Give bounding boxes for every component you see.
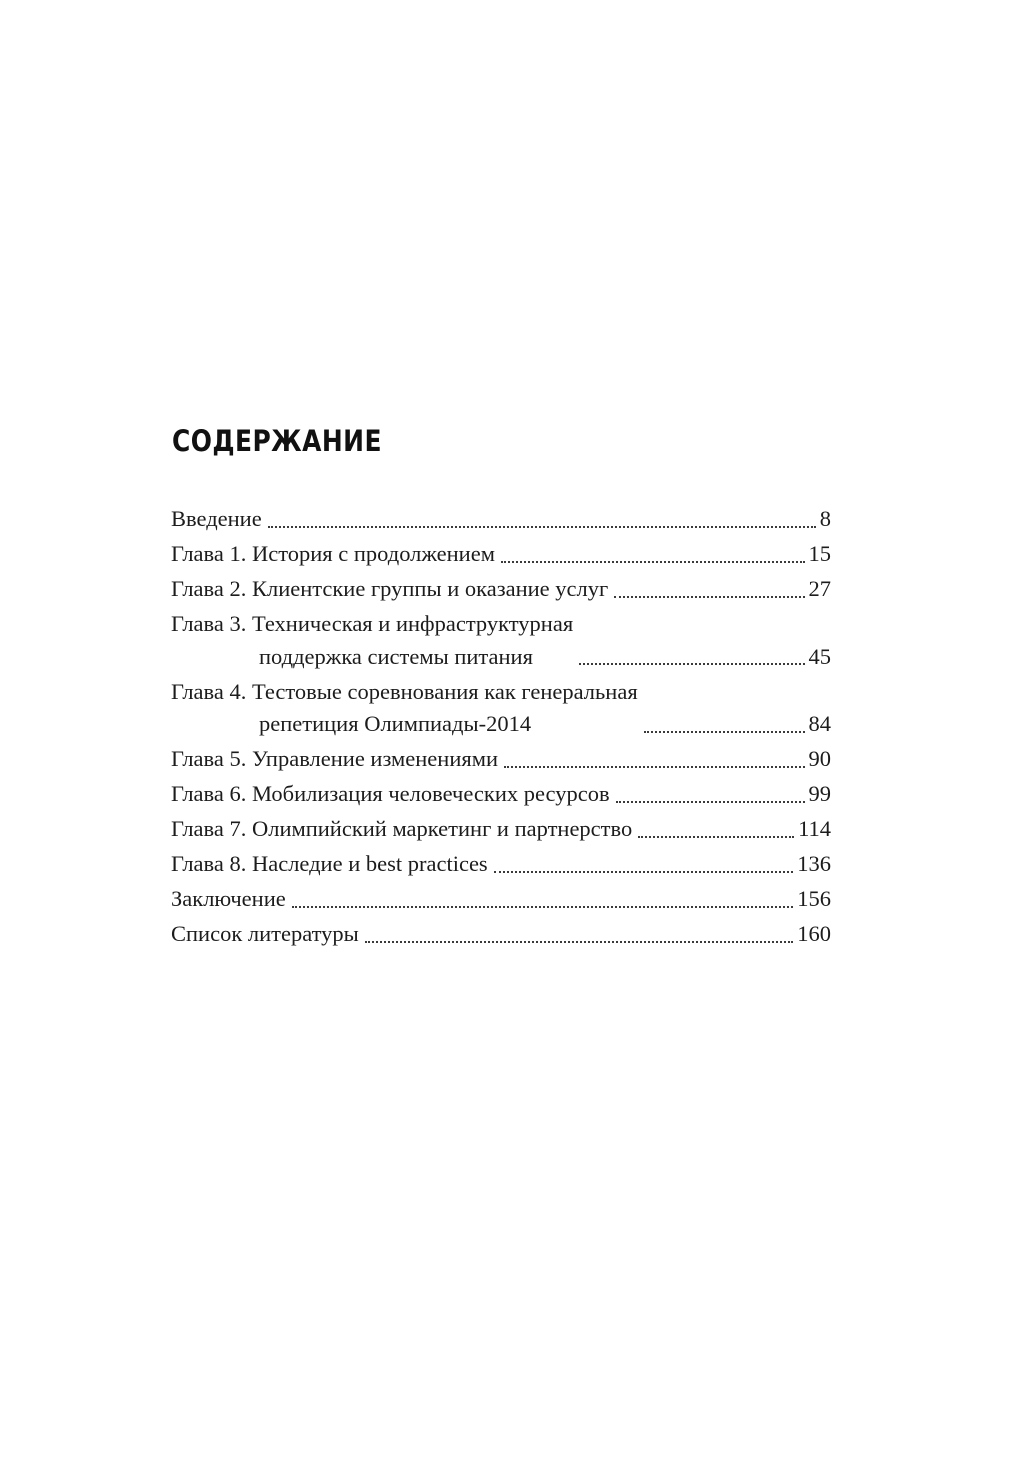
toc-leader-dots	[365, 940, 793, 943]
toc-page-number: 27	[808, 576, 831, 601]
toc-leader-dots	[638, 835, 794, 838]
toc-entry-label: Глава 8. Наследие и best practices	[171, 851, 488, 876]
toc-page-number: 156	[797, 886, 831, 911]
toc-heading: СОДЕРЖАНИЕ	[172, 424, 382, 458]
toc-entry-introduction	[171, 503, 831, 536]
toc-entry-label: Введение	[171, 506, 262, 531]
toc-entry-chapter-3	[171, 608, 831, 673]
toc-page-number: 8	[819, 506, 831, 531]
toc-leader-dots	[616, 800, 805, 803]
toc-leader-dots	[494, 870, 794, 873]
toc-page-number: 160	[797, 921, 831, 946]
toc-entry-label: Список литературы	[171, 921, 359, 946]
toc-leader-dots	[504, 765, 804, 768]
toc-entry-chapter-1	[171, 538, 831, 571]
toc-entry-label-line-1: Глава 3. Техническая и инфраструктурная	[171, 611, 574, 636]
toc-entry-label-line-2: репетиция Олимпиады-2014	[259, 711, 532, 736]
toc-leader-dots	[501, 560, 805, 563]
toc-entry-label: Глава 6. Мобилизация человеческих ресурсов	[171, 781, 610, 806]
toc-list	[171, 503, 831, 953]
toc-entry-label: Глава 2. Клиентские группы и оказание услуг	[171, 576, 609, 601]
toc-entry-chapter-4	[171, 676, 831, 741]
toc-entry-label: Заключение	[171, 886, 286, 911]
toc-entry-chapter-8	[171, 848, 831, 881]
toc-page-number: 114	[798, 816, 831, 841]
toc-leader-dots	[614, 595, 804, 598]
toc-page-number: 90	[808, 746, 831, 771]
toc-entry-label-line-1: Глава 4. Тестовые соревнования как генеральная	[171, 678, 638, 704]
toc-page-number: 84	[808, 711, 831, 736]
toc-page-number: 15	[808, 541, 831, 566]
toc-entry-label	[171, 676, 638, 741]
toc-page-number: 136	[797, 851, 831, 876]
toc-entry-label-line-2: поддержка системы питания	[259, 643, 533, 669]
toc-entry-label: Глава 7. Олимпийский маркетинг и партнерство	[171, 816, 633, 841]
toc-entry-chapter-2	[171, 573, 831, 606]
toc-entry-label: Глава 1. История с продолжением	[171, 541, 495, 566]
toc-leader-dots	[292, 905, 794, 908]
toc-leader-dots	[268, 525, 816, 528]
toc-leader-dots	[579, 662, 804, 665]
toc-entry-label: Глава 5. Управление изменениями	[171, 746, 499, 771]
toc-entry-chapter-7	[171, 813, 831, 846]
toc-page-number: 45	[808, 643, 831, 669]
toc-entry-chapter-5	[171, 743, 831, 776]
toc-entry-label	[171, 608, 573, 673]
toc-leader-dots	[644, 730, 805, 733]
toc-entry-bibliography	[171, 918, 831, 951]
toc-entry-chapter-6	[171, 778, 831, 811]
toc-page-number: 99	[808, 781, 831, 806]
toc-entry-conclusion	[171, 883, 831, 916]
